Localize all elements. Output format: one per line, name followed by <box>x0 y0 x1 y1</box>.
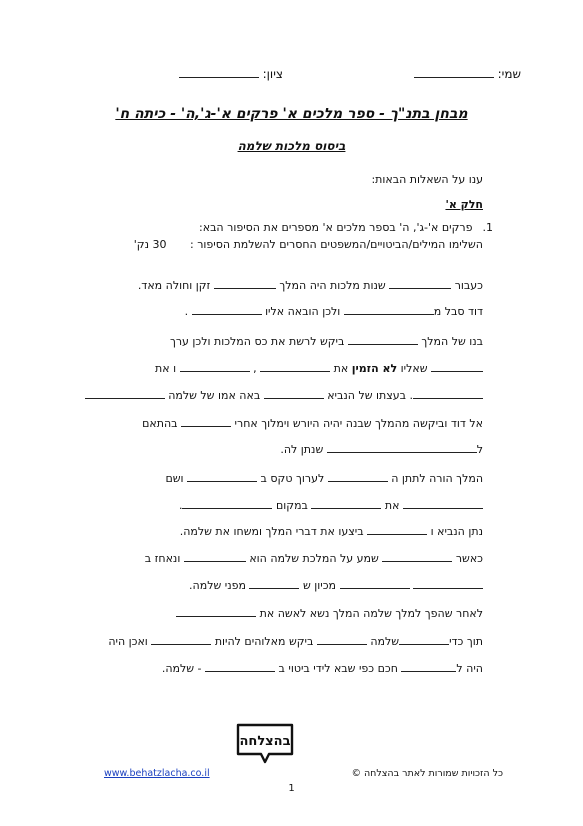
text: בנו של המלך <box>421 335 483 348</box>
text: שמע על המלכת שלמה הוא <box>249 552 379 565</box>
fill-blank[interactable] <box>413 577 483 589</box>
text: ביקש מאלוהים להיות <box>214 635 314 648</box>
text: באה אמו של שלמה <box>168 389 261 402</box>
text: תוך כדי <box>449 635 483 648</box>
part-label: חלק א' <box>445 198 483 211</box>
text: ביצעו את דברי המלך ומשחו את שלמה. <box>179 525 364 538</box>
question-points: 30 נק' <box>133 238 167 251</box>
question-1 <box>199 221 493 234</box>
fill-blank[interactable] <box>249 577 299 589</box>
fill-blank[interactable] <box>403 497 483 509</box>
story-line-1 <box>138 277 483 292</box>
text: המלך הורה לתתן ה <box>391 472 483 485</box>
story-line-5 <box>85 387 483 402</box>
text: מפני שלמה. <box>189 579 246 592</box>
text: , <box>253 362 257 375</box>
text: ל <box>476 443 483 456</box>
story-line-3 <box>170 333 483 348</box>
story-line-13 <box>176 605 483 620</box>
text: ואכן היה <box>108 635 148 648</box>
exam-subtitle: ביסוס מלכות שלמה <box>237 139 346 153</box>
story-line-2 <box>185 303 483 318</box>
text: . <box>184 305 189 318</box>
text: היה ל <box>456 662 483 675</box>
text: דוד סבל מ <box>433 305 483 318</box>
fill-blank[interactable] <box>413 387 483 399</box>
question-text: פרקים א'-ג', ה' בספר מלכים א' מספרים את הסיפור הבא: <box>199 221 473 234</box>
text: כעבור <box>454 279 483 292</box>
fill-blank[interactable] <box>401 660 456 672</box>
exam-title: מבחן בתנ"ך - ספר מלכים א' פרקים א'-ג',ה' - כיתה ח' <box>115 106 468 122</box>
fill-blank[interactable] <box>85 387 165 399</box>
instructions: ענו על השאלות הבאות: <box>371 173 483 186</box>
copyright-notice: כל הזכויות שמורות לאתר בהצלחה © <box>351 768 503 779</box>
story-line-15 <box>162 660 483 675</box>
fill-blank[interactable] <box>181 415 231 427</box>
grade-field[interactable] <box>179 66 283 81</box>
question-number: 1. <box>482 221 493 234</box>
text: ונאחז ב <box>144 552 181 565</box>
fill-blank[interactable] <box>205 660 275 672</box>
fill-blank[interactable] <box>367 523 427 535</box>
text: חכם כפי שבא לידי ביטוי ב <box>278 662 398 675</box>
text: שאליו <box>400 362 428 375</box>
story-line-6 <box>142 415 483 430</box>
story-line-12 <box>189 577 483 592</box>
story-line-14 <box>108 633 483 648</box>
text: כאשר <box>455 552 483 565</box>
question-subtext: השלימו המילים/הביטויים/המשפטים החסרים להשלמת הסיפור : <box>190 238 483 251</box>
fill-blank[interactable] <box>184 550 246 562</box>
fill-blank[interactable] <box>176 605 256 617</box>
fill-blank[interactable] <box>317 633 367 645</box>
text: בהתאם <box>142 417 178 430</box>
text: את <box>384 499 400 512</box>
story-line-8 <box>165 470 483 485</box>
name-field[interactable] <box>414 66 521 81</box>
name-blank[interactable] <box>414 66 494 78</box>
text: ולכן הובאה אליו <box>265 305 341 318</box>
fill-blank[interactable] <box>187 470 257 482</box>
fill-blank[interactable] <box>180 360 250 372</box>
story-line-4 <box>155 360 483 375</box>
text: לערוך טקס ב <box>260 472 325 485</box>
fill-blank[interactable] <box>311 497 381 509</box>
grade-label: ציון: <box>262 67 283 81</box>
name-label: שמי: <box>497 67 521 81</box>
text: אל דוד וביקשה מהמלך שבנה יהיה היורש וימלוך אחרי <box>234 417 483 430</box>
text: שנתן לה. <box>280 443 324 456</box>
behatzlacha-logo <box>234 722 296 764</box>
fill-blank[interactable] <box>151 633 211 645</box>
story-line-7 <box>280 441 483 456</box>
fill-blank[interactable] <box>431 360 483 372</box>
fill-blank[interactable] <box>328 470 388 482</box>
fill-blank[interactable] <box>382 550 452 562</box>
text: לאחר שהפך למלך שלמה המלך נשא לאשה את <box>259 607 483 620</box>
fill-blank[interactable] <box>260 360 330 372</box>
text: זקן וחולה מאד. <box>137 279 211 292</box>
fill-blank[interactable] <box>340 577 410 589</box>
bold-text: לא הזמין <box>351 362 398 375</box>
story-line-10 <box>180 523 483 538</box>
text: שלמה <box>370 635 400 648</box>
text: ביקש לרשת את כס המלכות ולכן ערך <box>169 335 345 348</box>
text: . בעצתו של הנביא <box>327 389 413 402</box>
text: - שלמה. <box>161 662 202 675</box>
text: שנות מלכות היה המלך <box>279 279 386 292</box>
fill-blank[interactable] <box>327 441 477 453</box>
fill-blank[interactable] <box>344 303 434 315</box>
site-link[interactable]: www.behatzlacha.co.il <box>104 768 210 779</box>
question-1-instruction <box>134 238 483 251</box>
fill-blank[interactable] <box>348 333 418 345</box>
story-line-9 <box>179 497 483 512</box>
page-number: 1 <box>288 783 295 794</box>
text: נתן הנביא ו <box>430 525 483 538</box>
fill-blank[interactable] <box>214 277 276 289</box>
fill-blank[interactable] <box>399 633 449 645</box>
text: . <box>178 499 183 512</box>
text: במקום <box>275 499 308 512</box>
text: את <box>333 362 349 375</box>
fill-blank[interactable] <box>389 277 451 289</box>
fill-blank[interactable] <box>182 497 272 509</box>
logo-text: בהצלחה <box>239 734 291 749</box>
text: ושם <box>165 472 184 485</box>
fill-blank[interactable] <box>264 387 324 399</box>
text: ו את <box>155 362 177 375</box>
fill-blank[interactable] <box>192 303 262 315</box>
story-line-11 <box>145 550 483 565</box>
text: מכיון ש <box>302 579 336 592</box>
grade-blank[interactable] <box>179 66 259 78</box>
